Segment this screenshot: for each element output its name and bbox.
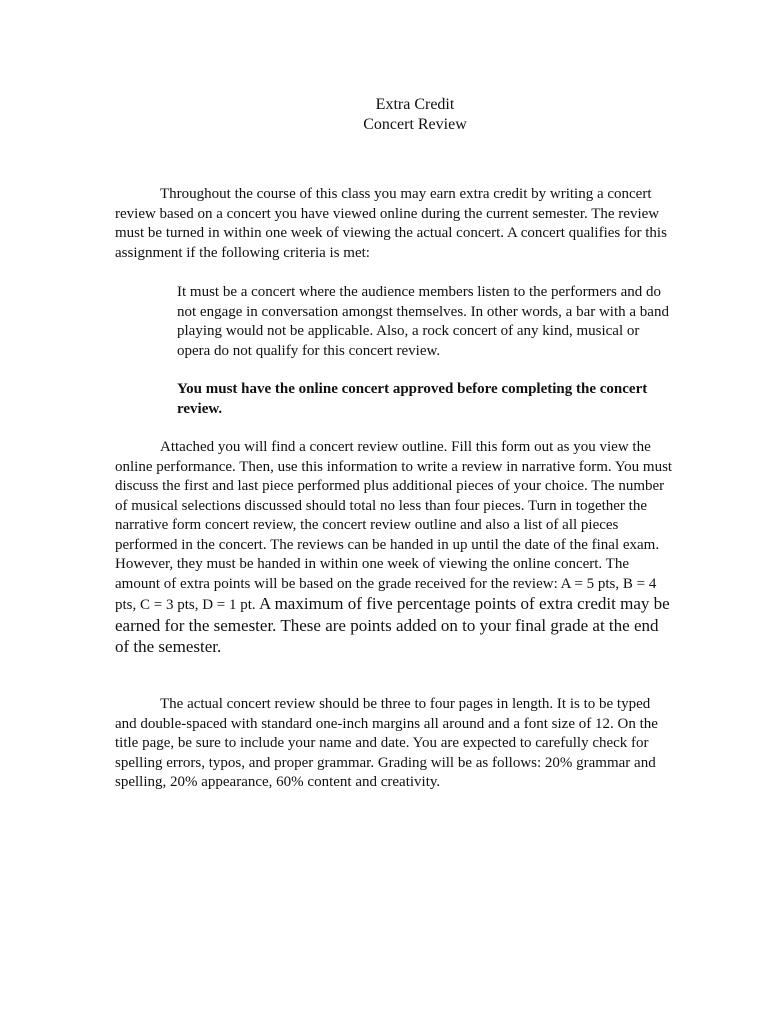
intro-paragraph-container xyxy=(115,185,675,263)
outline-paragraph-container xyxy=(115,438,675,659)
requirements-paragraph-container xyxy=(115,695,675,793)
outline-paragraph-main: Attached you will find a concert review outline. Fill this form out as you view the online performance. Then, use this information to write a review in narrative form. You must discuss the first and last piece performed plus additional pieces of your choice. The number of musical selections discussed should total no less than four pieces. Turn in together the narrative form concert review, the concert review outline and also a list of all pieces performed in the concert. The reviews can be handed in up until the date of the final exam. However, they must be handed in within one week of viewing the online concert. The amount of extra points will be based on the grade received for the review: A = 5 pts, B = 4 pts, C = 3 pts, D = 1 pt. xyxy=(115,439,673,613)
outline-paragraph-emphasis: A maximum of five percentage points of extra credit may be earned for the semester. These are points added on to your final grade at the end of the semester. xyxy=(115,594,670,656)
criteria-paragraph: It must be a concert where the audience members listen to the performers and do not engage in conversation amongst themselves. In other words, a bar with a band playing would not be applicable. Also, a rock concert of any kind, musical or opera do not qualify for this concert review. xyxy=(177,284,669,359)
document-title xyxy=(0,95,770,135)
intro-paragraph: Throughout the course of this class you may earn extra credit by writing a concert review based on a concert you have viewed online during the current semester. The review must be turned in within one week of viewing the actual concert. A concert qualifies for this assignment if the following criteria is met: xyxy=(115,186,667,261)
outline-paragraph xyxy=(115,438,675,659)
requirements-paragraph: The actual concert review should be three to four pages in length. It is to be typed and double-spaced with standard one-inch margins all around and a font size of 12. On the title page, be sure to include your name and date. You are expected to carefully check for spelling errors, typos, and proper grammar. Grading will be as follows: 20% grammar and spelling, 20% appearance, 60% content and creativity. xyxy=(115,696,658,790)
title-line-extra-credit: Extra Credit xyxy=(375,96,455,113)
title-line-concert-review: Concert Review xyxy=(363,116,467,133)
approval-notice: You must have the online concert approved before completing the concert review. xyxy=(177,381,648,417)
